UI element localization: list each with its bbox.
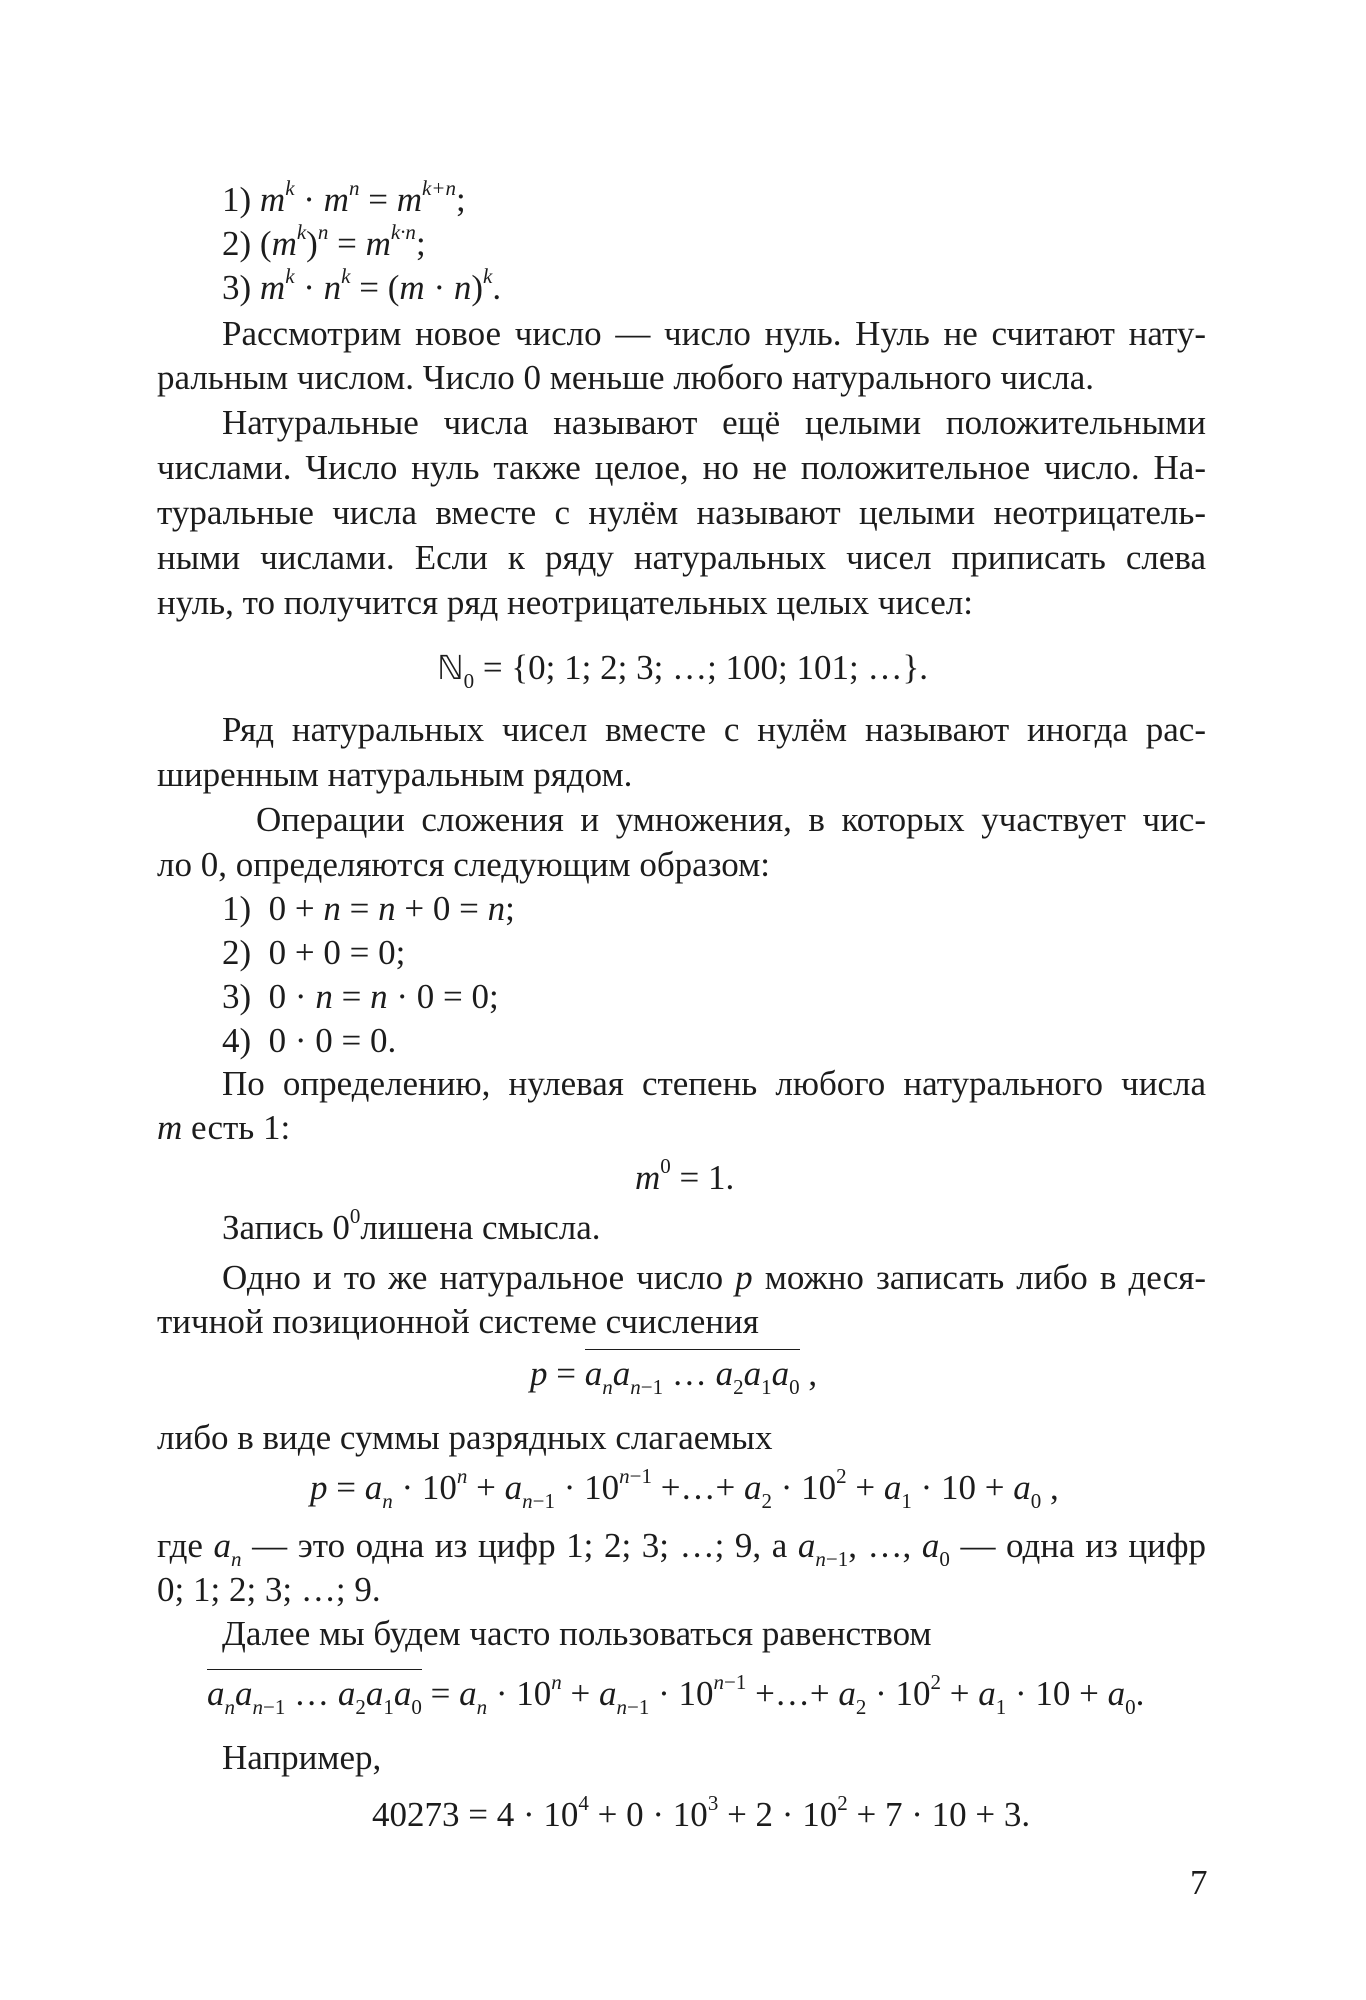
paragraph-6: Запись $0^0лишена$ смысла. — [222, 1204, 601, 1247]
formula-main-identity: $a_na_{n-1}$ … $a_2a_1a_0 = a_n \cdot 10^n + a_{n-1} \cdot 10^{n-1}$ +…+ $a_2 \cdot 10^2 + a_1 \cdot 10 + a_0$. — [207, 1670, 1145, 1720]
paragraph-2-line-2: числами. Число нуль также целое, но не положительное число. На- — [157, 448, 1206, 487]
paragraph-1-line-1: Рассмотрим новое число — число нуль. Нуль не считают нату- — [222, 314, 1206, 353]
paragraph-1-line-2: ральным числом. Число 0 меньше любого натурального числа. — [157, 358, 1095, 397]
paragraph-2-line-1: Натуральные числа называют ещё целыми положительными — [222, 403, 1206, 442]
paragraph-7-line-2: тичной позиционной системе счисления — [157, 1302, 759, 1341]
paragraph-9-line-1: где $a_n$ — это одна из цифр 1; 2; 3; …; 9, а $a_{n-1}$, …, $a_0$ — одна из цифр — [157, 1526, 1206, 1572]
paragraph-2-line-5: нуль, то получится ряд неотрицательных целых чисел: — [157, 583, 973, 622]
paragraph-10: Далее мы будем часто пользоваться равенством — [222, 1614, 932, 1653]
formula-p-positional: $p = a_na_{n-1}$ … $a_2a_1a_0$ , — [530, 1356, 817, 1391]
zero-op-1: 1) 0 + n = n + 0 = n; — [222, 889, 515, 928]
paragraph-5-line-1: По определению, нулевая степень любого натурального числа — [222, 1064, 1206, 1103]
zero-op-4: 4) 0 · 0 = 0. — [222, 1021, 397, 1060]
paragraph-5-line-2: m есть 1: — [157, 1108, 291, 1147]
formula-example: $40273 = 4 \cdot 10^4 + 0 \cdot 10^3 + 2 \cdot 10^2 + 7 \cdot 10 + 3$. — [372, 1791, 1031, 1834]
formula-m-zero: $m^0 = 1$. — [635, 1154, 735, 1197]
paragraph-8: либо в виде суммы разрядных слагаемых — [157, 1418, 773, 1457]
power-rule-2: 2) $(m^k)^n = m^{k\cdot n}$; — [222, 220, 426, 263]
paragraph-4-line-2: ло 0, определяются следующим образом: — [157, 845, 770, 884]
formula-p-sum: $p = a_n \cdot 10^n + a_{n-1} \cdot 10^{n-1}$ +…+ $a_2 \cdot 10^2 + a_1 \cdot 10 + a_0$ , — [310, 1464, 1059, 1514]
power-rule-1: 1) $m^k \cdot m^n = m^{k+n}$; — [222, 176, 466, 219]
paragraph-3-line-1: Ряд натуральных чисел вместе с нулём называют иногда рас- — [222, 710, 1206, 749]
zero-op-2: 2) 0 + 0 = 0; — [222, 933, 406, 972]
paragraph-7-line-1: Одно и то же натуральное число p можно записать либо в деся- — [222, 1258, 1206, 1297]
page-number: 7 — [1190, 1863, 1208, 1902]
paragraph-11: Например, — [222, 1738, 382, 1777]
paragraph-9-line-2: 0; 1; 2; 3; …; 9. — [157, 1570, 381, 1609]
formula-n0-set: ℕ$_0$ = {0; 1; 2; 3; …; 100; 101; …}. — [437, 648, 929, 694]
zero-op-3: 3) 0 · n = n · 0 = 0; — [222, 977, 499, 1016]
paragraph-3-line-2: ширенным натуральным рядом. — [157, 755, 633, 794]
power-rule-3: 3) $m^k \cdot n^k = (m \cdot n)^k$. — [222, 264, 502, 307]
paragraph-2-line-3: туральные числа вместе с нулём называют целыми неотрицатель- — [157, 493, 1206, 532]
paragraph-4-line-1: Операции сложения и умножения, в которых участвует чис- — [256, 800, 1206, 839]
paragraph-2-line-4: ными числами. Если к ряду натуральных чисел приписать слева — [157, 538, 1206, 577]
